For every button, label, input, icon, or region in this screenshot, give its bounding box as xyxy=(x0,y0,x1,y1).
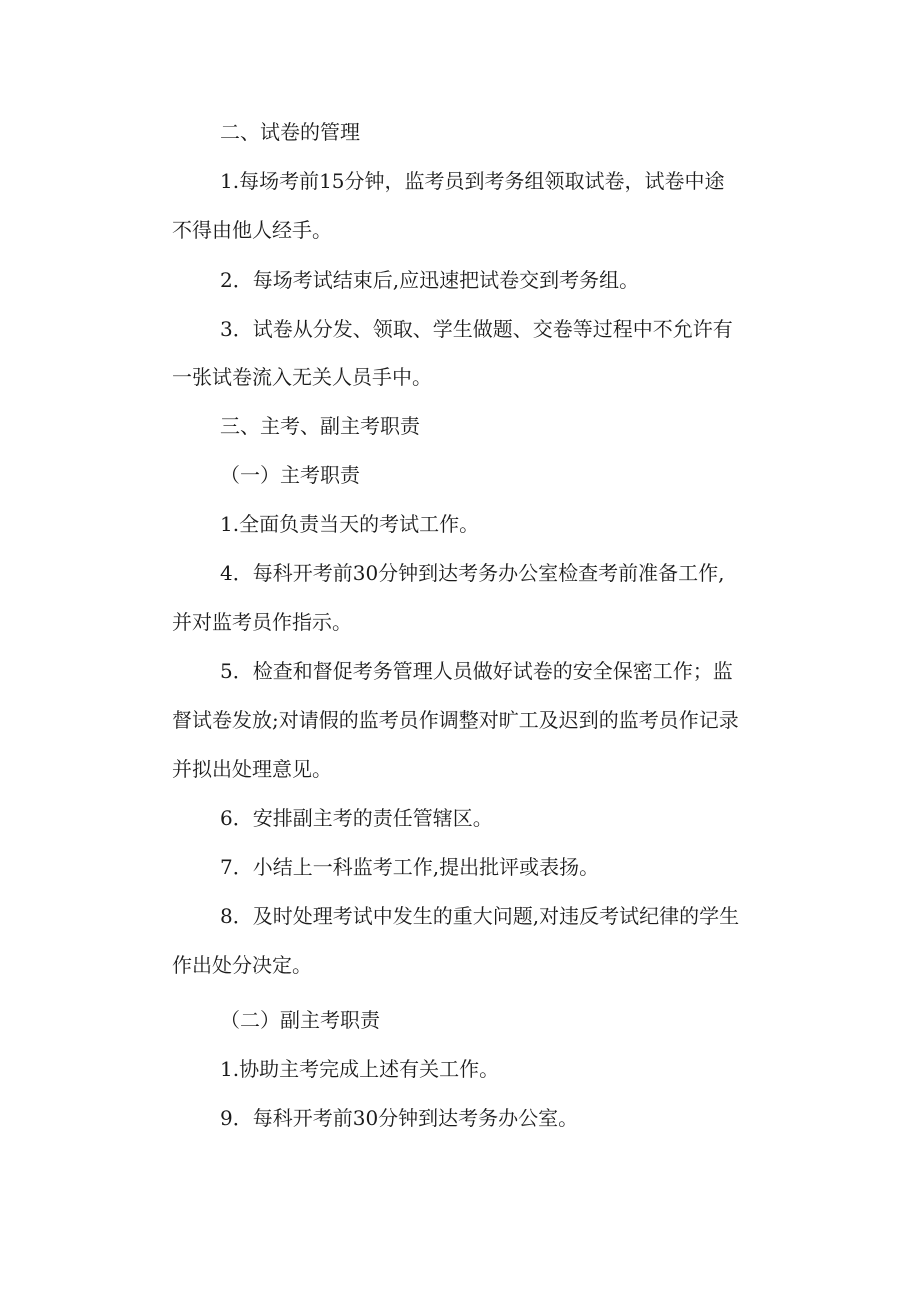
paragraph-line: 并拟出处理意见。 xyxy=(172,757,332,781)
subsection-heading: （二）副主考职责 xyxy=(220,1008,380,1032)
section-heading: 三、主考、副主考职责 xyxy=(220,414,420,438)
paragraph-line: 8．及时处理考试中发生的重大问题,对违反考试纪律的学生 xyxy=(220,904,740,928)
paragraph-line: 6．安排副主考的责任管辖区。 xyxy=(220,806,493,830)
paragraph-line: 作出处分决定。 xyxy=(172,953,312,977)
paragraph-line: 2．每场考试结束后,应迅速把试卷交到考务组。 xyxy=(220,268,640,292)
paragraph-line: 一张试卷流入无关人员手中。 xyxy=(172,365,432,389)
paragraph-line: 不得由他人经手。 xyxy=(172,218,332,242)
paragraph-line: 5．检查和督促考务管理人员做好试卷的安全保密工作；监 xyxy=(220,659,733,683)
section-heading: 二、试卷的管理 xyxy=(220,120,360,144)
paragraph-line: 1.协助主考完成上述有关工作。 xyxy=(220,1057,500,1081)
paragraph-line: 1.每场考前15分钟，监考员到考务组领取试卷，试卷中途 xyxy=(220,169,725,193)
paragraph-line: 3．试卷从分发、领取、学生做题、交卷等过程中不允许有 xyxy=(220,317,733,341)
paragraph-line: 9．每科开考前30分钟到达考务办公室。 xyxy=(220,1106,579,1130)
paragraph-line: 督试卷发放;对请假的监考员作调整对旷工及迟到的监考员作记录 xyxy=(172,708,739,732)
subsection-heading: （一）主考职责 xyxy=(220,463,360,487)
paragraph-line: 1.全面负责当天的考试工作。 xyxy=(220,512,480,536)
paragraph-line: 7．小结上一科监考工作,提出批评或表扬。 xyxy=(220,855,600,879)
paragraph-line: 4．每科开考前30分钟到达考务办公室检查考前准备工作, xyxy=(220,561,725,585)
paragraph-line: 并对监考员作指示。 xyxy=(172,610,352,634)
